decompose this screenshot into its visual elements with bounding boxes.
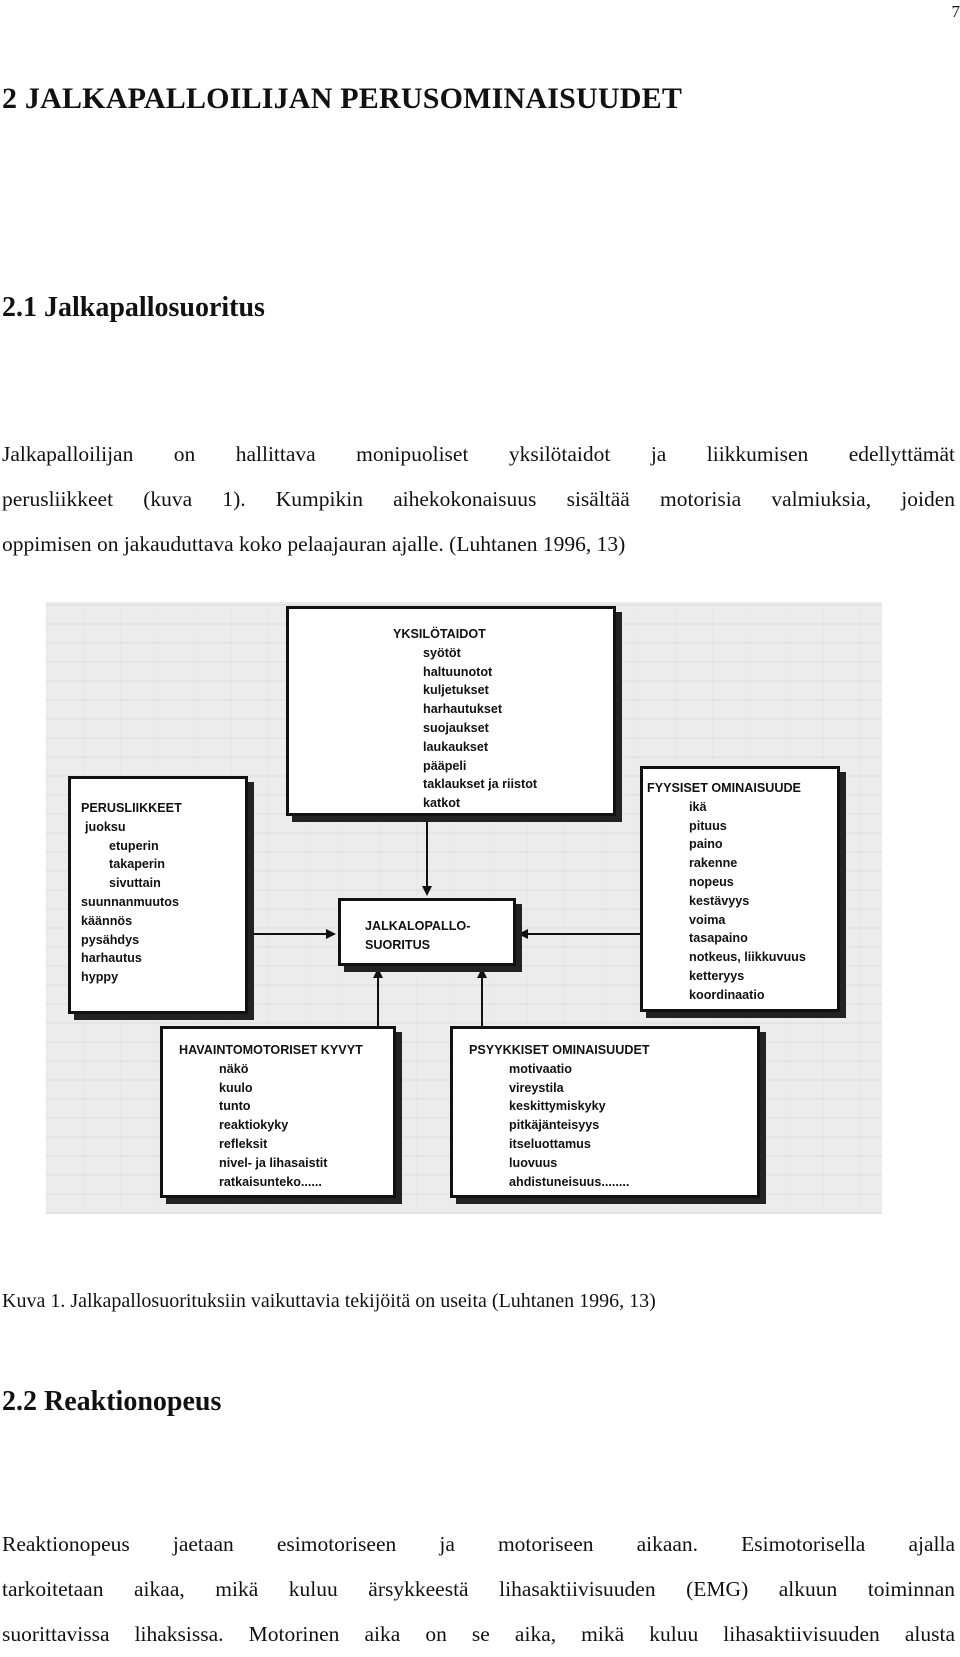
list-item: paino — [647, 835, 837, 854]
list-item: pysähdys — [81, 931, 245, 950]
list-item: etuperin — [81, 837, 245, 856]
list-item: taklaukset ja riistot — [393, 775, 613, 794]
list-item: tunto — [179, 1097, 393, 1116]
list-item: harhautus — [81, 949, 245, 968]
box-title: PSYYKKISET OMINAISUUDET — [469, 1041, 757, 1060]
page-number: 7 — [952, 2, 960, 22]
box-fyysiset-ominaisuudet — [640, 766, 840, 1012]
list-item: laukaukset — [393, 738, 613, 757]
list-item: hyppy — [81, 968, 245, 987]
list-item: ratkaisunteko...... — [179, 1173, 393, 1192]
box-havaintomotoriset-kyvyt — [160, 1026, 396, 1198]
paragraph-line: suorittavissa lihaksissa. Motorinen aika on se aika, mikä kuluu lihasaktiivisuuden alusta — [2, 1612, 955, 1657]
list-item: refleksit — [179, 1135, 393, 1154]
figure-football-performance-diagram — [46, 602, 882, 1214]
list-item: sivuttain — [81, 874, 245, 893]
paragraph-line: perusliikkeet (kuva 1). Kumpikin aihekokonaisuus sisältää motorisia valmiuksia, joiden — [2, 477, 955, 522]
box-title: FYYSISET OMINAISUUDE — [647, 779, 837, 798]
list-item: näkö — [179, 1060, 393, 1079]
list-item: haltuunotot — [393, 663, 613, 682]
chapter-title: 2 JALKAPALLOILIJAN PERUSOMINAISUUDET — [2, 82, 682, 116]
list-item: syötöt — [393, 644, 613, 663]
list-item: nivel- ja lihasaistit — [179, 1154, 393, 1173]
list-item: motivaatio — [469, 1060, 757, 1079]
paragraph-line: tarkoitetaan aikaa, mikä kuluu ärsykkeestä lihasaktiivisuuden (EMG) alkuun toiminnan — [2, 1567, 955, 1612]
list-item: koordinaatio — [647, 986, 837, 1005]
list-item: nopeus — [647, 873, 837, 892]
list-item: luovuus — [469, 1154, 757, 1173]
box-yksilotaidot — [286, 606, 616, 816]
box-title: PERUSLIIKKEET — [81, 799, 245, 818]
list-item: suojaukset — [393, 719, 613, 738]
list-item: ikä — [647, 798, 837, 817]
paragraph-line: Reaktionopeus jaetaan esimotoriseen ja motoriseen aikaan. Esimotorisella ajalla — [2, 1522, 955, 1567]
list-item: tasapaino — [647, 929, 837, 948]
paragraph-line: oppimisen on jakauduttava koko pelaajauran ajalle. (Luhtanen 1996, 13) — [2, 522, 955, 567]
center-line-1: JALKALOPALLO- — [365, 917, 513, 936]
section-title-jalkapallosuoritus: 2.1 Jalkapallosuoritus — [2, 292, 265, 324]
box-perusliikkeet — [68, 776, 248, 1014]
box-title: YKSILÖTAIDOT — [393, 625, 613, 644]
section-title-reaktionopeus: 2.2 Reaktionopeus — [2, 1386, 221, 1418]
list-item: harhautukset — [393, 700, 613, 719]
paragraph-line: Jalkapalloilijan on hallittava monipuoliset yksilötaidot ja liikkumisen edellyttämät — [2, 432, 955, 477]
list-item: ketteryys — [647, 967, 837, 986]
list-item: juoksu — [81, 818, 245, 837]
list-item: pääpeli — [393, 757, 613, 776]
list-item: käännös — [81, 912, 245, 931]
list-item: kuljetukset — [393, 681, 613, 700]
list-item: ahdistuneisuus........ — [469, 1173, 757, 1192]
list-item: takaperin — [81, 855, 245, 874]
box-psyykkiset-ominaisuudet — [450, 1026, 760, 1198]
list-item: kestävyys — [647, 892, 837, 911]
paragraph-intro — [2, 432, 955, 567]
box-jalkapallosuoritus-center — [338, 898, 516, 966]
figure-caption: Kuva 1. Jalkapallosuorituksiin vaikuttavia tekijöitä on useita (Luhtanen 1996, 13) — [2, 1290, 656, 1313]
list-item: vireystila — [469, 1079, 757, 1098]
box-title: HAVAINTOMOTORISET KYVYT — [179, 1041, 393, 1060]
list-item: pituus — [647, 817, 837, 836]
list-item: itseluottamus — [469, 1135, 757, 1154]
center-line-2: SUORITUS — [365, 936, 513, 955]
list-item: kuulo — [179, 1079, 393, 1098]
list-item: suunnanmuutos — [81, 893, 245, 912]
list-item: notkeus, liikkuvuus — [647, 948, 837, 967]
list-item: rakenne — [647, 854, 837, 873]
list-item: katkot — [393, 794, 613, 813]
list-item: keskittymiskyky — [469, 1097, 757, 1116]
list-item: pitkäjänteisyys — [469, 1116, 757, 1135]
list-item: reaktiokyky — [179, 1116, 393, 1135]
list-item: voima — [647, 911, 837, 930]
paragraph-reaktionopeus — [2, 1522, 955, 1657]
